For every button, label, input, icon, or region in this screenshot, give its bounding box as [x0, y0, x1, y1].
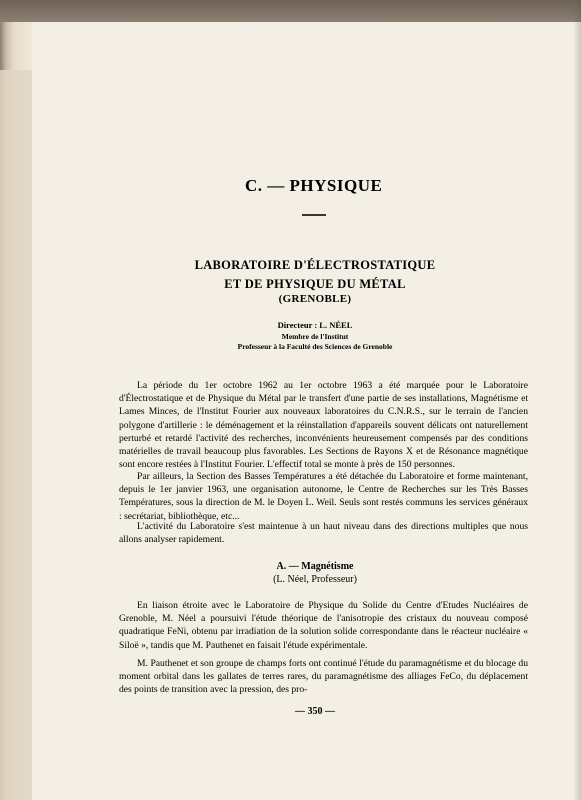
paragraph-2: Par ailleurs, la Section des Basses Températures a été détachée du Laboratoire et forme maintenant, depuis le 1er janvier 1963, une organisation autonome, le Centre de Recherches sur les Très Basses Températures, sous la direction de M. le Doyen L. Weil. Seuls sont restés communs les services généraux : secrétariat, bibliothèque, etc... — [119, 471, 528, 522]
section-title: C. — PHYSIQUE — [245, 176, 383, 195]
director-role-2: Professeur à la Faculté des Sciences de Grenoble — [237, 342, 393, 351]
page-shadow — [573, 0, 581, 800]
lab-title-line1: LABORATOIRE D'ÉLECTROSTATIQUE — [194, 258, 436, 272]
paragraph-4: En liaison étroite avec le Laboratoire de Physique du Solide du Centre d'Etudes Nucléaires de Grenoble, M. Néel a poursuivi l'étude théorique de l'anisotropie des cristaux du nouveau composé quadratique FeNi, obtenu par irradiation de la solution solide correspondante dans le réacteur nucléaire « Siloë », tandis que M. Pauthenet en faisait l'étude expérimentale. — [119, 600, 528, 651]
paragraph-5: M. Pauthenet et son groupe de champs forts ont continué l'étude du paramagnétisme et du blocage du moment orbital dans les gallates de terres rares, du paramagnétisme des alliages FeCo, du déplacement des points de transition avec la pression, des pro- — [119, 658, 528, 696]
lab-title-line2: ET DE PHYSIQUE DU MÉTAL — [224, 277, 406, 291]
paragraph-3: L'activité du Laboratoire s'est maintenue à un haut niveau dans des directions multiples que nous allons analyser rapidement. — [119, 521, 528, 546]
page-number: — 350 — — [295, 706, 335, 717]
director-role-1: Membre de l'Institut — [281, 332, 349, 341]
page-edges — [0, 70, 32, 800]
title-rule — [302, 214, 326, 216]
scan-background — [0, 0, 581, 22]
lab-location: (GRENOBLE) — [278, 293, 352, 305]
subsection-author: (L. Néel, Professeur) — [273, 574, 357, 585]
paragraph-1: La période du 1er octobre 1962 au 1er octobre 1963 a été marquée pour le Laboratoire d'Électrostatique et de Physique du Métal par le transfert d'une partie de ses installations, Magnétisme et Lames Minces, de l'Institut Fourier aux nouveaux laboratoires du C.N.R.S., sur le terrain de l'ancien polygone d'artillerie : le déménagement et la réinstallation d'appareils souvent délicats ont naturellement perturbé et retardé l'activité des recherches, inconvénients heureusement compensés par des conditions matérielles de travail beaucoup plus favorables. Les Sections de Rayons X et de Résonance magnétique sont encore restées à l'Institut Fourier. L'effectif total se monte à près de 150 personnes. — [119, 380, 528, 471]
director-name: Directeur : L. NÉEL — [277, 320, 353, 330]
subsection-title: A. — Magnétisme — [276, 561, 354, 572]
